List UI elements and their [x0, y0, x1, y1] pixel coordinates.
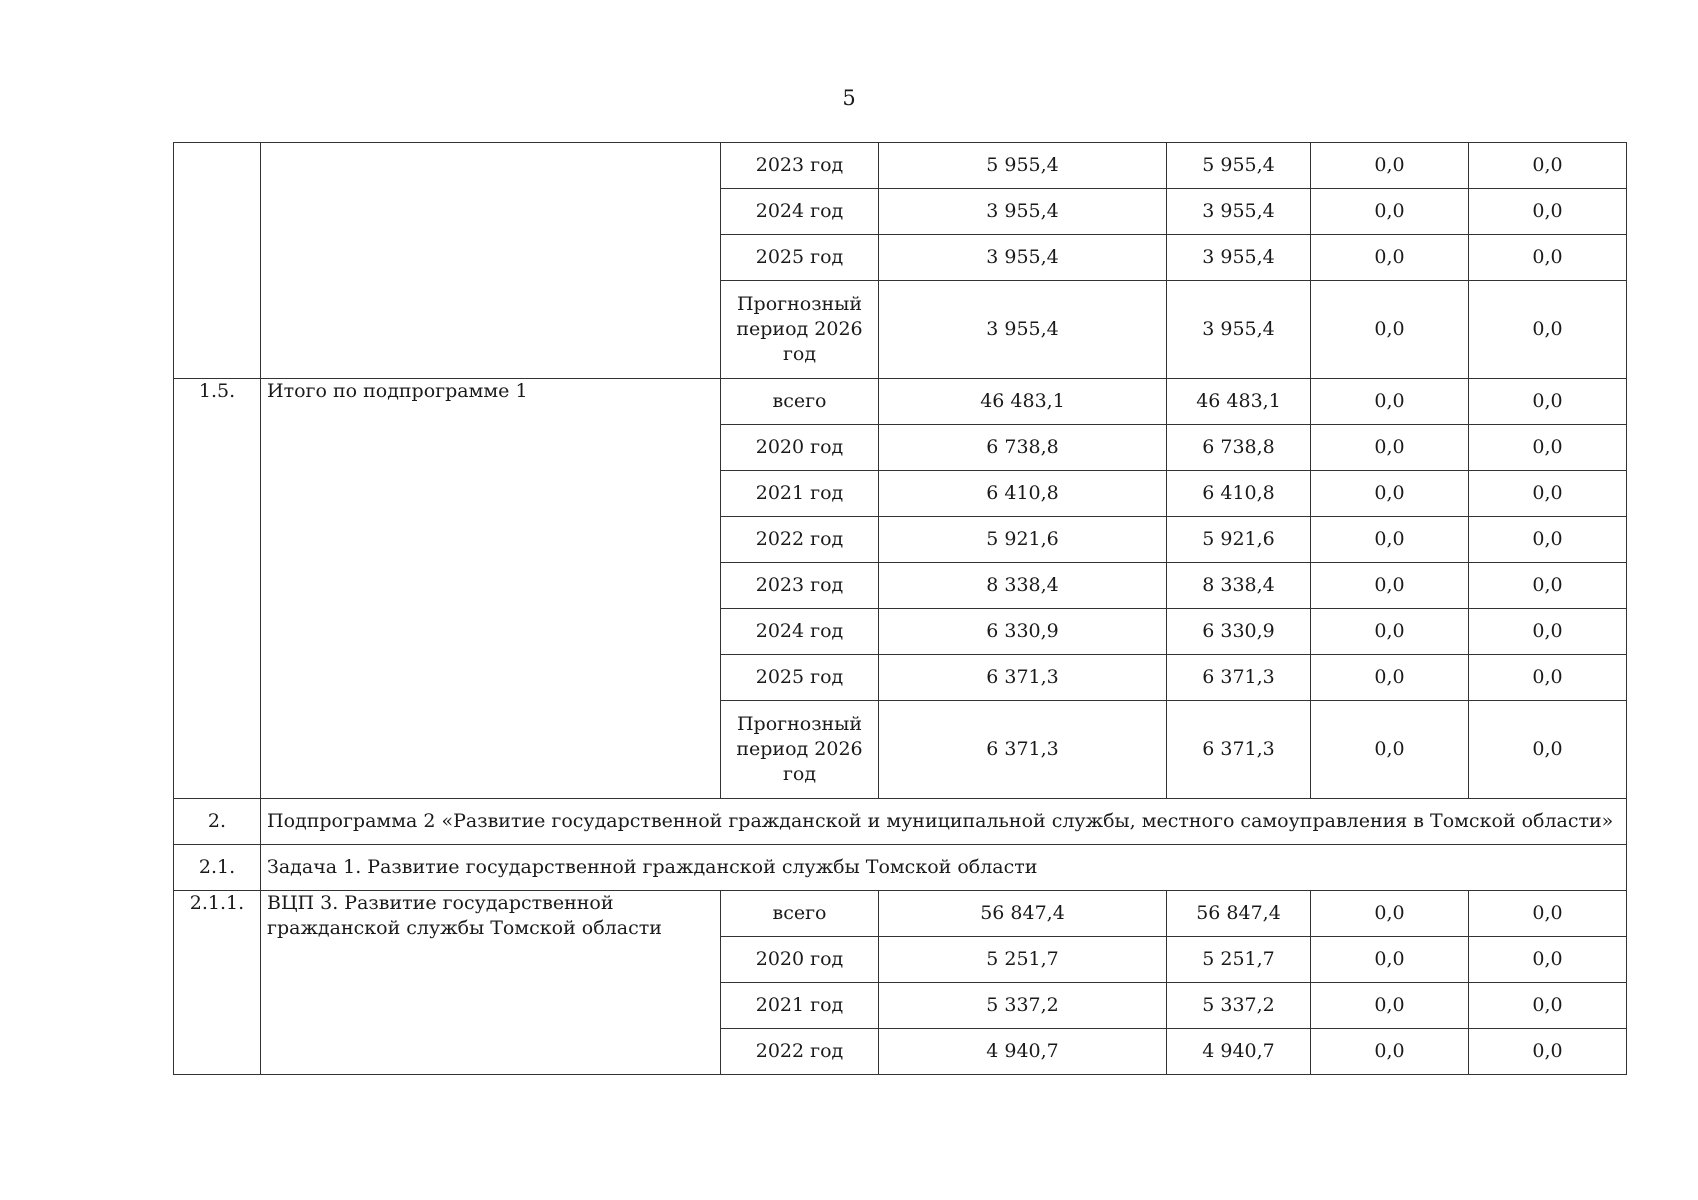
value-cell: 3 955,4 [1167, 281, 1311, 379]
row-number: 2. [174, 799, 261, 845]
value-cell: 5 337,2 [1167, 983, 1311, 1029]
value-cell: 0,0 [1469, 517, 1627, 563]
period-cell: Прогнозный период 2026 год [721, 281, 879, 379]
row-number: 2.1.1. [174, 891, 261, 1075]
value-cell: 0,0 [1311, 235, 1469, 281]
value-cell: 0,0 [1311, 425, 1469, 471]
period-cell: 2025 год [721, 655, 879, 701]
value-cell: 6 371,3 [1167, 701, 1311, 799]
period-cell: 2023 год [721, 563, 879, 609]
period-cell: всего [721, 379, 879, 425]
row-number: 1.5. [174, 379, 261, 799]
value-cell: 5 955,4 [879, 143, 1167, 189]
value-cell: 3 955,4 [879, 281, 1167, 379]
value-cell: 0,0 [1311, 609, 1469, 655]
period-cell: 2025 год [721, 235, 879, 281]
period-cell: 2024 год [721, 609, 879, 655]
value-cell: 6 330,9 [1167, 609, 1311, 655]
value-cell: 0,0 [1469, 189, 1627, 235]
value-cell: 3 955,4 [879, 189, 1167, 235]
value-cell: 6 371,3 [879, 701, 1167, 799]
value-cell: 0,0 [1469, 609, 1627, 655]
value-cell: 56 847,4 [1167, 891, 1311, 937]
value-cell: 0,0 [1311, 937, 1469, 983]
value-cell: 56 847,4 [879, 891, 1167, 937]
value-cell: 0,0 [1469, 379, 1627, 425]
value-cell: 8 338,4 [1167, 563, 1311, 609]
value-cell: 4 940,7 [1167, 1029, 1311, 1075]
row-name: Итого по подпрограмме 1 [261, 379, 721, 799]
table-row [174, 143, 1627, 189]
value-cell: 0,0 [1311, 281, 1469, 379]
table-row [174, 799, 1627, 845]
value-cell: 0,0 [1311, 983, 1469, 1029]
value-cell: 0,0 [1311, 563, 1469, 609]
value-cell: 6 330,9 [879, 609, 1167, 655]
period-cell: всего [721, 891, 879, 937]
value-cell: 0,0 [1311, 891, 1469, 937]
period-cell: 2024 год [721, 189, 879, 235]
value-cell: 3 955,4 [1167, 189, 1311, 235]
value-cell: 0,0 [1469, 891, 1627, 937]
subprogram-title: Подпрограмма 2 «Развитие государственной гражданской и муниципальной службы, местного самоуправления в Томской области» [261, 799, 1627, 845]
row-number: 2.1. [174, 845, 261, 891]
value-cell: 3 955,4 [1167, 235, 1311, 281]
name-cell [261, 143, 721, 379]
value-cell: 5 337,2 [879, 983, 1167, 1029]
table-row [174, 379, 1627, 425]
value-cell: 0,0 [1469, 235, 1627, 281]
table-row [174, 891, 1627, 937]
value-cell: 46 483,1 [1167, 379, 1311, 425]
funding-table [173, 142, 1627, 1075]
value-cell: 0,0 [1311, 1029, 1469, 1075]
value-cell: 8 338,4 [879, 563, 1167, 609]
value-cell: 0,0 [1469, 281, 1627, 379]
period-cell: 2023 год [721, 143, 879, 189]
value-cell: 0,0 [1311, 471, 1469, 517]
value-cell: 6 410,8 [1167, 471, 1311, 517]
value-cell: 46 483,1 [879, 379, 1167, 425]
value-cell: 5 921,6 [1167, 517, 1311, 563]
period-cell: 2022 год [721, 1029, 879, 1075]
value-cell: 6 738,8 [1167, 425, 1311, 471]
value-cell: 3 955,4 [879, 235, 1167, 281]
num-cell [174, 143, 261, 379]
period-cell: 2020 год [721, 425, 879, 471]
period-cell: 2021 год [721, 471, 879, 517]
value-cell: 0,0 [1311, 379, 1469, 425]
value-cell: 6 371,3 [1167, 655, 1311, 701]
value-cell: 0,0 [1311, 655, 1469, 701]
value-cell: 6 410,8 [879, 471, 1167, 517]
value-cell: 0,0 [1469, 143, 1627, 189]
value-cell: 4 940,7 [879, 1029, 1167, 1075]
value-cell: 0,0 [1469, 937, 1627, 983]
value-cell: 0,0 [1469, 1029, 1627, 1075]
value-cell: 5 921,6 [879, 517, 1167, 563]
value-cell: 6 738,8 [879, 425, 1167, 471]
page-number: 5 [842, 86, 856, 110]
value-cell: 0,0 [1311, 517, 1469, 563]
value-cell: 0,0 [1311, 701, 1469, 799]
table-row [174, 845, 1627, 891]
value-cell: 5 251,7 [1167, 937, 1311, 983]
row-name: ВЦП 3. Развитие государственной гражданской службы Томской области [261, 891, 721, 1075]
period-cell: 2021 год [721, 983, 879, 1029]
value-cell: 0,0 [1469, 563, 1627, 609]
value-cell: 6 371,3 [879, 655, 1167, 701]
value-cell: 0,0 [1311, 143, 1469, 189]
value-cell: 0,0 [1469, 425, 1627, 471]
period-cell: 2022 год [721, 517, 879, 563]
period-cell: 2020 год [721, 937, 879, 983]
value-cell: 0,0 [1469, 471, 1627, 517]
period-cell: Прогнозный период 2026 год [721, 701, 879, 799]
value-cell: 0,0 [1469, 701, 1627, 799]
value-cell: 5 955,4 [1167, 143, 1311, 189]
value-cell: 0,0 [1469, 655, 1627, 701]
value-cell: 0,0 [1311, 189, 1469, 235]
value-cell: 5 251,7 [879, 937, 1167, 983]
task-title: Задача 1. Развитие государственной гражданской службы Томской области [261, 845, 1627, 891]
value-cell: 0,0 [1469, 983, 1627, 1029]
